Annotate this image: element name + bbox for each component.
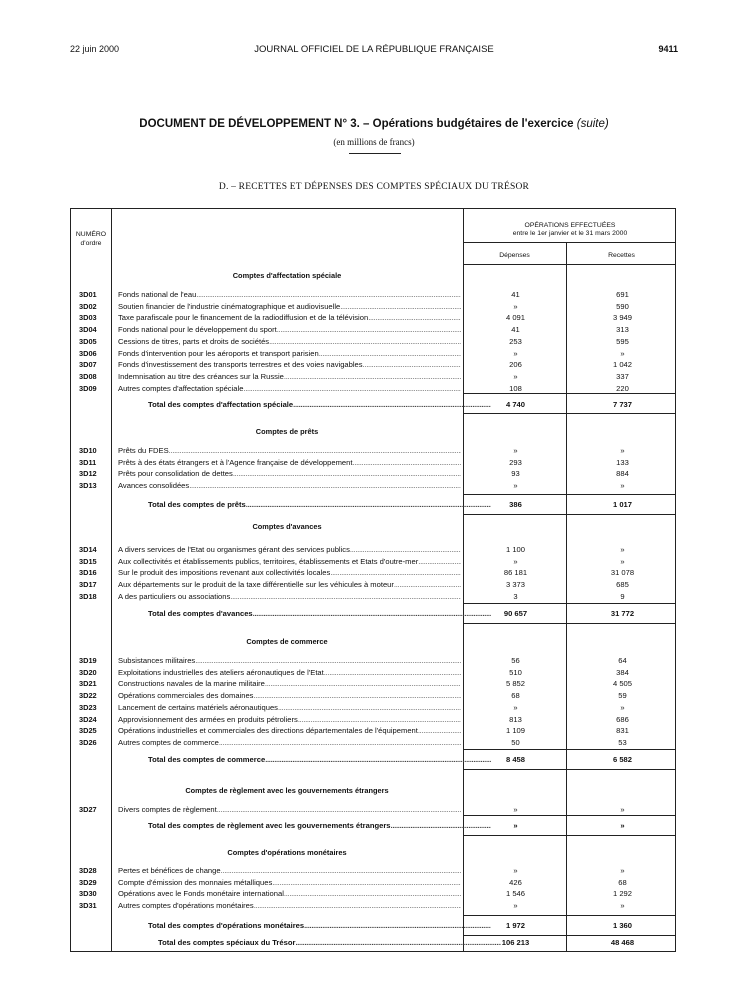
row-code: 3D06 bbox=[79, 348, 97, 358]
section-title: D. – RECETTES ET DÉPENSES DES COMPTES SPÉCIAUX DU TRÉSOR bbox=[218, 182, 530, 192]
row-depenses: 426 bbox=[509, 877, 522, 887]
row-label: Divers comptes de règlement ..... bbox=[118, 805, 461, 814]
row-depenses: 50 bbox=[511, 737, 520, 747]
col-header-operations bbox=[463, 221, 677, 238]
group-total-depenses: 386 bbox=[509, 500, 522, 509]
row-label: Constructions navales de la marine militaire ..... bbox=[118, 679, 461, 688]
row-depenses: 41 bbox=[511, 290, 520, 299]
group-total-recettes: » bbox=[620, 821, 625, 830]
row-depenses: 68 bbox=[511, 691, 520, 701]
row-recettes: 1 042 bbox=[612, 360, 632, 370]
group-title: Comptes d'opérations monétaires bbox=[227, 848, 347, 857]
row-code: 3D03 bbox=[79, 313, 97, 323]
row-recettes: 220 bbox=[616, 383, 629, 393]
row-code: 3D25 bbox=[79, 726, 97, 736]
row-divider bbox=[463, 915, 675, 916]
col-header-numero-line2: d'ordre bbox=[80, 240, 102, 247]
row-depenses: 253 bbox=[509, 336, 522, 346]
row-code: 3D07 bbox=[79, 360, 97, 370]
row-label: Prêts pour consolidation de dettes ..... bbox=[118, 469, 461, 478]
row-code: 3D04 bbox=[79, 325, 97, 335]
row-label: Avances consolidées ..... bbox=[118, 481, 461, 490]
group-title: Comptes de commerce bbox=[246, 637, 328, 646]
row-code: 3D18 bbox=[79, 591, 97, 601]
group-total-recettes: 7 737 bbox=[612, 400, 632, 409]
row-recettes: 53 bbox=[618, 737, 627, 747]
group-total-recettes: 6 582 bbox=[612, 755, 632, 764]
row-recettes: » bbox=[620, 866, 625, 875]
col-header-operations-line2: entre le 1er janvier et le 31 mars 2000 bbox=[512, 230, 628, 237]
row-recettes: » bbox=[620, 901, 625, 911]
row-code: 3D21 bbox=[79, 679, 97, 689]
row-code: 3D14 bbox=[79, 545, 97, 554]
header-divider bbox=[463, 264, 675, 265]
row-divider bbox=[463, 835, 675, 836]
row-label: Autres comptes de commerce ..... bbox=[118, 738, 461, 747]
document-title bbox=[0, 118, 748, 130]
row-recettes: 313 bbox=[616, 325, 629, 335]
group-total-label: Total des comptes d'opérations monétaires ..... bbox=[148, 921, 491, 930]
row-recettes: 1 292 bbox=[612, 889, 632, 899]
row-depenses: » bbox=[513, 348, 518, 358]
group-total-depenses: » bbox=[513, 821, 518, 830]
group-title: Comptes d'affectation spéciale bbox=[232, 271, 342, 280]
column-divider bbox=[463, 209, 464, 951]
row-label: Prêts à des états étrangers et à l'Agence française de développement ..... bbox=[118, 458, 461, 467]
row-recettes: » bbox=[620, 545, 625, 554]
group-total-depenses: 1 972 bbox=[505, 921, 525, 930]
row-depenses: 293 bbox=[509, 457, 522, 467]
row-depenses: 1 109 bbox=[505, 726, 525, 736]
col-header-operations-line1: OPÉRATIONS EFFECTUÉES bbox=[524, 222, 616, 229]
row-depenses: 813 bbox=[509, 714, 522, 724]
row-recettes: » bbox=[620, 348, 625, 358]
group-total-label: Total des comptes d'avances ..... bbox=[148, 609, 491, 618]
grand-total-recettes: 48 468 bbox=[610, 938, 635, 947]
row-label: Opérations avec le Fonds monétaire international ..... bbox=[118, 889, 461, 898]
row-recettes: » bbox=[620, 446, 625, 455]
row-code: 3D28 bbox=[79, 866, 97, 875]
row-code: 3D02 bbox=[79, 301, 97, 311]
grand-total-label: Total des comptes spéciaux du Trésor ..... bbox=[158, 938, 501, 947]
row-label: Fonds national pour le développement du sport ..... bbox=[118, 325, 461, 334]
row-depenses: 5 852 bbox=[505, 679, 525, 689]
row-label: A divers services de l'Etat ou organismes gérant des services publics ..... bbox=[118, 545, 461, 554]
row-recettes: 337 bbox=[616, 371, 629, 381]
group-total-recettes: 1 360 bbox=[612, 921, 632, 930]
row-depenses: 3 bbox=[513, 591, 518, 601]
row-code: 3D05 bbox=[79, 336, 97, 346]
row-divider bbox=[463, 749, 675, 750]
row-code: 3D17 bbox=[79, 580, 97, 590]
row-recettes: 68 bbox=[618, 877, 627, 887]
group-title: Comptes de règlement avec les gouvernements étrangers bbox=[185, 786, 389, 795]
row-recettes: » bbox=[620, 481, 625, 491]
row-code: 3D08 bbox=[79, 371, 97, 381]
row-code: 3D09 bbox=[79, 383, 97, 393]
row-code: 3D01 bbox=[79, 290, 97, 299]
group-total-label: Total des comptes de prêts ..... bbox=[148, 500, 491, 509]
row-recettes: 9 bbox=[620, 591, 625, 601]
row-recettes: 64 bbox=[618, 656, 627, 665]
header-date: 22 juin 2000 bbox=[70, 44, 120, 54]
row-code: 3D23 bbox=[79, 702, 97, 712]
group-total-label: Total des comptes de commerce ..... bbox=[148, 755, 491, 764]
row-divider bbox=[463, 623, 675, 624]
row-label: Aux collectivités et établissements publics, territoires, établissements et Etats d'outre-mer ..... bbox=[118, 557, 461, 566]
row-label: Soutien financier de l'industrie cinématographique et audiovisuelle ..... bbox=[118, 302, 461, 311]
row-depenses: » bbox=[513, 481, 518, 491]
row-label: Prêts du FDES ..... bbox=[118, 446, 461, 455]
row-depenses: 56 bbox=[511, 656, 520, 665]
row-code: 3D13 bbox=[79, 481, 97, 491]
col-header-numero bbox=[71, 230, 111, 248]
group-total-depenses: 90 657 bbox=[503, 609, 528, 618]
row-label: Compte d'émission des monnaies métalliques ..... bbox=[118, 878, 461, 887]
row-divider bbox=[463, 769, 675, 770]
row-label: A des particuliers ou associations ..... bbox=[118, 592, 461, 601]
header-journal-title: JOURNAL OFFICIEL DE LA RÉPUBLIQUE FRANÇAISE bbox=[254, 44, 494, 55]
row-depenses: 108 bbox=[509, 383, 522, 393]
group-total-label: Total des comptes d'affectation spéciale ..... bbox=[148, 400, 491, 409]
row-label: Approvisionnement des armées en produits pétroliers ..... bbox=[118, 715, 461, 724]
row-code: 3D20 bbox=[79, 667, 97, 677]
row-divider bbox=[463, 494, 675, 495]
row-label: Cessions de titres, parts et droits de sociétés ..... bbox=[118, 337, 461, 346]
row-depenses: 3 373 bbox=[505, 580, 525, 590]
row-code: 3D19 bbox=[79, 656, 97, 665]
row-recettes: 3 949 bbox=[612, 313, 632, 323]
row-depenses: 206 bbox=[509, 360, 522, 370]
group-title: Comptes d'avances bbox=[252, 522, 322, 531]
document-title-main: DOCUMENT DE DÉVELOPPEMENT N° 3. – Opérations budgétaires de l'exercice bbox=[139, 118, 574, 130]
row-recettes: 4 505 bbox=[612, 679, 632, 689]
row-recettes: » bbox=[620, 556, 625, 566]
column-divider bbox=[111, 209, 112, 951]
row-label: Pertes et bénéfices de change ..... bbox=[118, 866, 461, 875]
row-code: 3D30 bbox=[79, 889, 97, 899]
row-divider bbox=[463, 603, 675, 604]
group-total-recettes: 31 772 bbox=[610, 609, 635, 618]
accounts-table bbox=[70, 208, 676, 952]
row-depenses: 1 100 bbox=[505, 545, 525, 554]
group-total-depenses: 8 458 bbox=[505, 755, 525, 764]
row-divider bbox=[463, 393, 675, 394]
row-depenses: » bbox=[513, 446, 518, 455]
row-recettes: 31 078 bbox=[610, 568, 635, 578]
row-code: 3D29 bbox=[79, 877, 97, 887]
row-code: 3D10 bbox=[79, 446, 97, 455]
row-label: Autres comptes d'affectation spéciale ..... bbox=[118, 384, 461, 393]
row-label: Opérations commerciales des domaines ..... bbox=[118, 691, 461, 700]
row-code: 3D12 bbox=[79, 469, 97, 479]
row-recettes: 831 bbox=[616, 726, 629, 736]
page-header bbox=[70, 44, 678, 58]
row-recettes: » bbox=[620, 805, 625, 814]
row-label: Fonds d'investissement des transports terrestres et des voies navigables ..... bbox=[118, 360, 461, 369]
row-depenses: 1 546 bbox=[505, 889, 525, 899]
row-depenses: 93 bbox=[511, 469, 520, 479]
document-title-suite: (suite) bbox=[576, 118, 609, 130]
row-depenses: 41 bbox=[511, 325, 520, 335]
row-recettes: 884 bbox=[616, 469, 629, 479]
row-code: 3D27 bbox=[79, 805, 97, 814]
row-label: Fonds national de l'eau ..... bbox=[118, 290, 461, 299]
row-code: 3D31 bbox=[79, 901, 97, 911]
row-label: Indemnisation au titre des créances sur la Russie ..... bbox=[118, 372, 461, 381]
row-recettes: 133 bbox=[616, 457, 629, 467]
row-recettes: 59 bbox=[618, 691, 627, 701]
row-label: Exploitations industrielles des ateliers aéronautiques de l'Etat ..... bbox=[118, 668, 461, 677]
row-recettes: 685 bbox=[616, 580, 629, 590]
row-depenses: 4 091 bbox=[505, 313, 525, 323]
row-recettes: 590 bbox=[616, 301, 629, 311]
row-code: 3D22 bbox=[79, 691, 97, 701]
row-recettes: 691 bbox=[616, 290, 629, 299]
group-total-label: Total des comptes de règlement avec les gouvernements étrangers ..... bbox=[148, 821, 491, 830]
row-code: 3D11 bbox=[79, 457, 97, 467]
row-label: Opérations industrielles et commerciales des directions départementales de l'équipement ..... bbox=[118, 726, 461, 735]
row-depenses: 510 bbox=[509, 667, 522, 677]
row-depenses: » bbox=[513, 371, 518, 381]
row-code: 3D16 bbox=[79, 568, 97, 578]
row-divider bbox=[463, 815, 675, 816]
row-divider bbox=[463, 514, 675, 515]
row-code: 3D26 bbox=[79, 737, 97, 747]
group-total-depenses: 4 740 bbox=[505, 400, 525, 409]
row-recettes: 595 bbox=[616, 336, 629, 346]
col-header-depenses: Dépenses bbox=[499, 252, 530, 259]
document-unit: (en millions de francs) bbox=[333, 137, 415, 147]
row-depenses: » bbox=[513, 301, 518, 311]
row-depenses: » bbox=[513, 901, 518, 911]
col-header-numero-line1: NUMÉRO bbox=[75, 231, 107, 238]
row-label: Aux départements sur le produit de la taxe différentielle sur les véhicules à moteur ..... bbox=[118, 580, 461, 589]
row-recettes: » bbox=[620, 702, 625, 712]
row-label: Lancement de certains matériels aéronautiques ..... bbox=[118, 703, 461, 712]
row-depenses: » bbox=[513, 702, 518, 712]
row-divider bbox=[463, 935, 675, 936]
row-label: Fonds d'intervention pour les aéroports et transport parisien ..... bbox=[118, 349, 461, 358]
header-page-number: 9411 bbox=[658, 44, 678, 54]
row-recettes: 686 bbox=[616, 714, 629, 724]
row-label: Taxe parafiscale pour le financement de la radiodiffusion et de la télévision ..... bbox=[118, 313, 461, 322]
row-divider bbox=[463, 413, 675, 414]
row-depenses: » bbox=[513, 866, 518, 875]
row-label: Autres comptes d'opérations monétaires ..... bbox=[118, 901, 461, 910]
row-depenses: 86 181 bbox=[503, 568, 528, 578]
grand-total-depenses: 106 213 bbox=[501, 938, 530, 947]
row-depenses: » bbox=[513, 556, 518, 566]
row-code: 3D15 bbox=[79, 556, 97, 566]
header-divider bbox=[463, 242, 675, 243]
row-recettes: 384 bbox=[616, 667, 629, 677]
row-depenses: » bbox=[513, 805, 518, 814]
group-total-recettes: 1 017 bbox=[612, 500, 632, 509]
row-label: Sur le produit des impositions revenant aux collectivités locales ..... bbox=[118, 568, 461, 577]
row-code: 3D24 bbox=[79, 714, 97, 724]
col-header-recettes: Recettes bbox=[608, 252, 635, 259]
column-divider bbox=[566, 242, 567, 951]
title-rule bbox=[349, 153, 401, 154]
row-label: Subsistances militaires ..... bbox=[118, 656, 461, 665]
group-title: Comptes de prêts bbox=[255, 427, 319, 436]
